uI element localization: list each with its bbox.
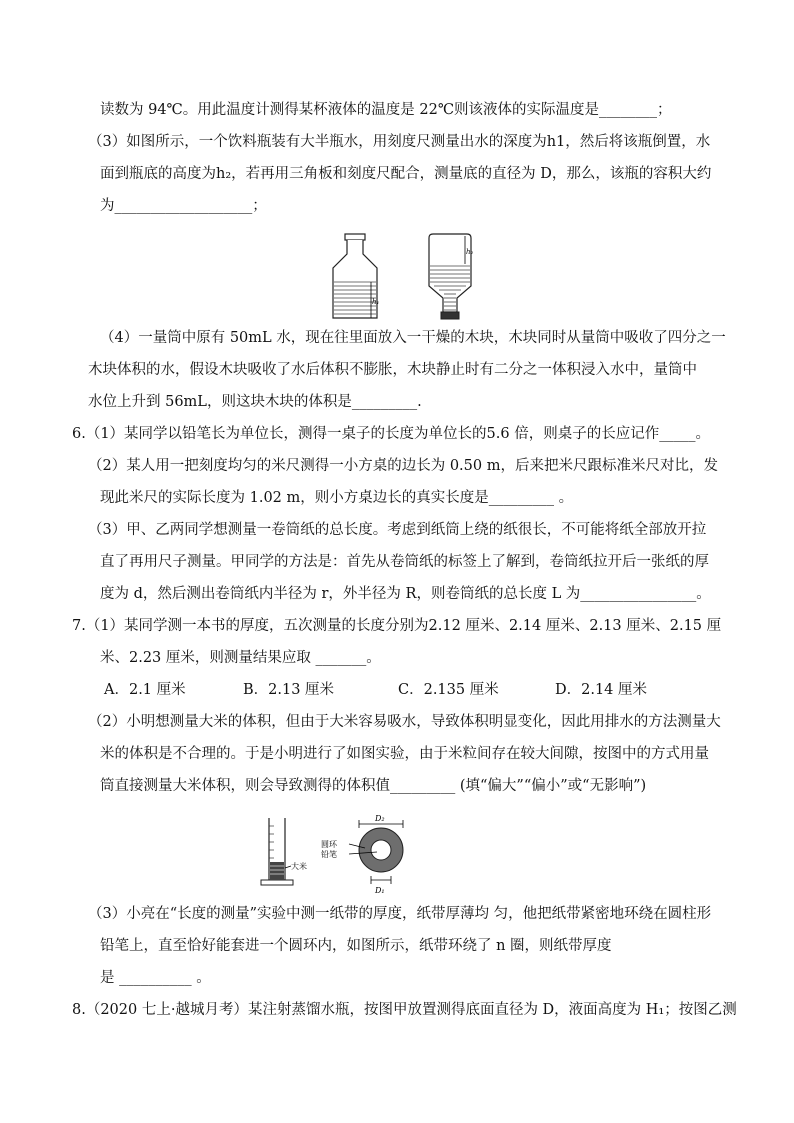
h1-label: h₁ xyxy=(372,298,380,306)
rice-label: 大米 xyxy=(291,862,307,871)
ring-label: 圆环 xyxy=(321,840,337,849)
ring-diagram xyxy=(349,820,403,884)
text-line-21: 是 __________ 。 xyxy=(100,970,211,986)
text-line-11: （3）甲、乙两同学想测量一卷筒纸的总长度。考虑到纸筒上绕的纸很长，不可能将纸全部放开拉 xyxy=(88,522,707,538)
text-line-20: 铅笔上，直至恰好能套进一个圆环内，如图所示，纸带环绕了 n 圈，则纸带厚度 xyxy=(100,938,612,954)
text-line-22: 8.（2020 七上·越城月考）某注射蒸馏水瓶，按图甲放置测得底面直径为 D，液面高度为 H₁；按图乙测 xyxy=(72,1002,737,1018)
text-line-16: （2）小明想测量大米的体积，但由于大米容易吸水，导致体积明显变化，因此用排水的方法测量大 xyxy=(88,714,721,730)
inverted-bottle xyxy=(429,234,471,319)
bottle-diagram xyxy=(325,232,495,322)
text-line-15: 米、2.23 厘米，则测量结果应取 _______。 xyxy=(100,650,381,666)
text-line-10: 现此米尺的实际长度为 1.02 m，则小方桌边长的真实长度是_________ 。 xyxy=(100,490,574,506)
text-line-18: 筒直接测量大米体积，则会导致测得的体积值_________ (填“偏大”“偏小”或“无影响”) xyxy=(100,778,647,794)
text-line-5: （4）一量筒中原有 50mL 水，现在往里面放入一干燥的木块，木块同时从量筒中吸收了四分之一 xyxy=(100,330,726,346)
text-line-14: 7.（1）某同学测一本书的厚度，五次测量的长度分别为2.12 厘米、2.14 厘米、2.13 厘米、2.15 厘 xyxy=(72,618,722,634)
pencil-label: 铅笔 xyxy=(321,850,337,859)
text-line-9: （2）某人用一把刻度均匀的米尺测得一小方桌的边长为 0.50 m，后来把米尺跟标准米尺对比，发 xyxy=(88,458,718,474)
h2-label: h₂ xyxy=(466,248,474,256)
option-c[interactable]: C．2.135 厘米 xyxy=(398,682,499,698)
text-line-2: （3）如图所示，一个饮料瓶装有大半瓶水，用刻度尺测量出水的深度为h1，然后将该瓶倒置，水 xyxy=(88,134,711,150)
text-line-8: 6.（1）某同学以铅笔长为单位长，测得一桌子的长度为单位长的5.6 倍，则桌子的长应记作_____。 xyxy=(72,426,710,442)
upright-bottle xyxy=(333,234,377,318)
option-d[interactable]: D．2.14 厘米 xyxy=(555,682,648,698)
text-line-7: 水位上升到 56mL，则这块木块的体积是_________. xyxy=(88,394,422,410)
graduated-cylinder xyxy=(261,818,293,885)
d1-label: D₁ xyxy=(375,886,385,894)
text-line-12: 直了再用尺子测量。甲同学的方法是：首先从卷筒纸的标签上了解到，卷筒纸拉开后一张纸的厚 xyxy=(100,554,709,570)
text-line-13: 度为 d，然后测出卷筒纸内半径为 r，外半径为 R，则卷筒纸的总长度 L 为________________。 xyxy=(100,586,711,602)
text-line-19: （3）小亮在“长度的测量”实验中测一纸带的厚度，纸带厚薄均 匀，他把纸带紧密地环绕在圆柱形 xyxy=(88,906,712,922)
cylinder-ring-diagram xyxy=(255,814,425,894)
text-line-4: 为___________________； xyxy=(100,198,267,214)
text-line-17: 米的体积是不合理的。于是小明进行了如图实验，由于米粒间存在较大间隙，按图中的方式用量 xyxy=(100,746,709,762)
cylinder-ring-figure xyxy=(255,814,425,894)
text-line-3: 面到瓶底的高度为h₂，若再用三角板和刻度尺配合，测量底的直径为 D，那么，该瓶的容积大约 xyxy=(100,166,712,182)
option-b[interactable]: B．2.13 厘米 xyxy=(243,682,335,698)
text-line-1: 读数为 94℃。用此温度计测得某杯液体的温度是 22℃则该液体的实际温度是________； xyxy=(100,102,672,118)
d2-label: D₂ xyxy=(375,814,385,823)
bottle-figure xyxy=(325,232,495,322)
option-a[interactable]: A．2.1 厘米 xyxy=(104,682,186,698)
text-line-6: 木块体积的水，假设木块吸收了水后体积不膨胀，木块静止时有二分之一体积浸入水中，量筒中 xyxy=(88,362,697,378)
